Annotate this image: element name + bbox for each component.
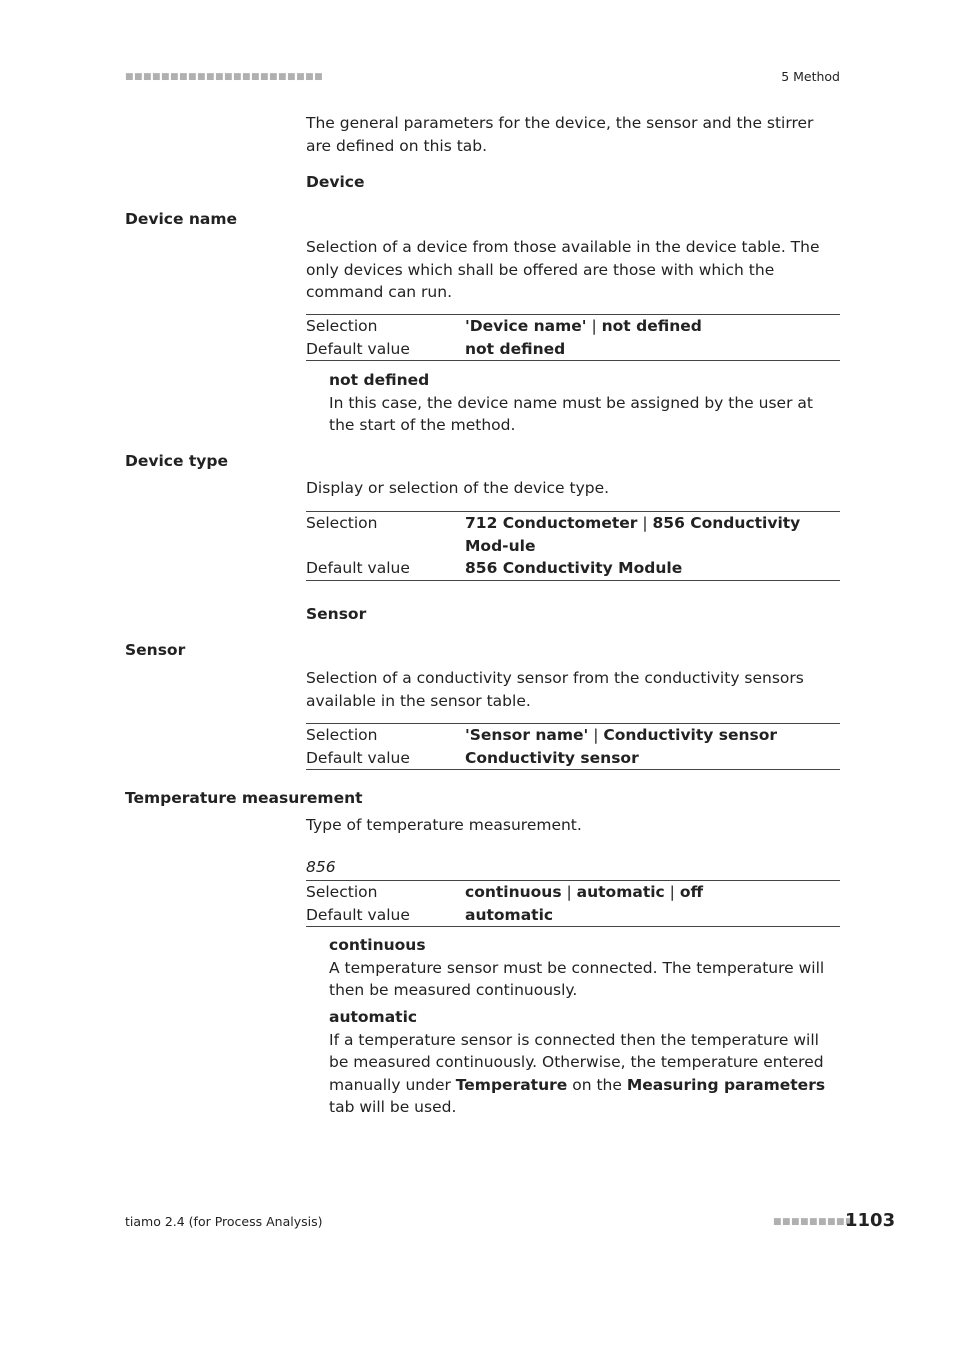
device-heading: Device [306, 173, 365, 191]
default-label: Default value [306, 905, 410, 924]
default-value: not defined [465, 339, 566, 358]
option-title: automatic [329, 1008, 418, 1026]
option-title: not defined [329, 371, 430, 389]
default-value: automatic [465, 905, 554, 924]
table-row [306, 724, 840, 747]
device-type-title: Device type [125, 452, 229, 470]
default-value: 856 Conductivity Module [465, 559, 683, 577]
temperature-table [306, 880, 840, 927]
table-row [306, 747, 840, 770]
option-not-defined [329, 369, 840, 437]
option-text: If a temperature sensor is connected then the temperature will be measured continuously. Otherwise, the temperature entered manually under Temperature on the Measuring parameters tab will be used. [329, 1030, 826, 1116]
selection-label: Selection [306, 317, 378, 335]
device-label-856: 856 [306, 858, 336, 876]
footer-product: tiamo 2.4 (for Process Analysis) [125, 1214, 323, 1229]
default-label: Default value [306, 559, 410, 577]
device-name-description: Selection of a device from those available in the device table. The only devices which shall be offered are those with which the command can run. [306, 238, 820, 301]
table-row [306, 881, 840, 904]
selection-values: 'Device name' | not defined [465, 317, 702, 335]
device-name-table [306, 314, 840, 361]
header-decoration: ■■■■■■■■■■■■■■■■■■■■■■ [125, 72, 324, 82]
bold-term-measuring-parameters: Measuring parameters [626, 1075, 826, 1094]
footer-decoration: ■■■■■■■■■ [773, 1217, 855, 1227]
option-title: continuous [329, 936, 426, 954]
default-label: Default value [306, 748, 410, 767]
sensor-table [306, 723, 840, 770]
table-row [306, 338, 840, 361]
selection-label: Selection [306, 883, 378, 901]
table-row [306, 904, 840, 927]
option-text: A temperature sensor must be connected. The temperature will then be measured continuously. [329, 958, 825, 999]
device-type-description: Display or selection of the device type. [306, 479, 610, 497]
page-number: 1103 [845, 1210, 896, 1231]
table-row [306, 512, 840, 558]
selection-label: Selection [306, 514, 378, 532]
device-type-table [306, 511, 840, 581]
option-automatic [329, 1006, 840, 1119]
table-row [306, 315, 840, 338]
selection-values: 'Sensor name' | Conductivity sensor [465, 726, 778, 744]
intro-paragraph: The general parameters for the device, the sensor and the stirrer are defined on this tab. [306, 114, 814, 155]
bold-term-temperature: Temperature [455, 1075, 568, 1094]
sensor-heading: Sensor [306, 605, 367, 623]
selection-label: Selection [306, 726, 378, 744]
header-section-title: 5 Method [781, 69, 840, 84]
selection-values: 712 Conductometer | 856 Conductivity Mod-ule [465, 514, 801, 555]
sensor-title: Sensor [125, 641, 186, 659]
table-row [306, 557, 840, 580]
temperature-description: Type of temperature measurement. [306, 816, 582, 834]
temperature-title: Temperature measurement [125, 789, 363, 807]
option-continuous [329, 934, 840, 1002]
device-name-title: Device name [125, 210, 238, 228]
default-value: Conductivity sensor [465, 748, 639, 767]
default-label: Default value [306, 339, 410, 358]
option-text: In this case, the device name must be assigned by the user at the start of the method. [329, 393, 813, 434]
selection-values: continuous | automatic | off [465, 883, 704, 901]
sensor-description: Selection of a conductivity sensor from the conductivity sensors available in the sensor table. [306, 669, 804, 710]
